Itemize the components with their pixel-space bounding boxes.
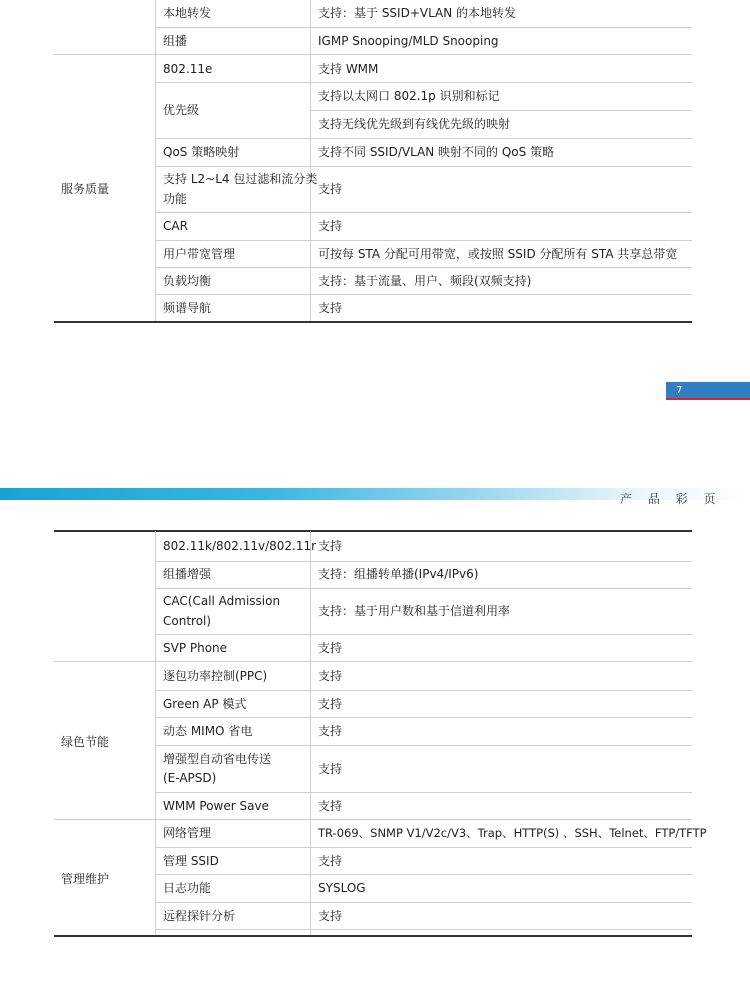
value-cell: TR-069、SNMP V1/V2c/V3、Trap、HTTP(S) 、SSH、Telnet、FTP/TFTP	[318, 826, 707, 840]
row-divider	[155, 294, 692, 295]
feature-cell: 日志功能	[163, 881, 212, 895]
feature-cell: 组播增强	[163, 567, 212, 581]
feature-cell: 网络管理	[163, 826, 212, 840]
value-cell: 支持	[318, 799, 343, 813]
feature-cell: CAC(Call Admission	[163, 594, 281, 608]
feature-cell: 优先级	[163, 103, 200, 117]
feature-cell: CAR	[163, 219, 188, 233]
row-divider	[155, 792, 692, 793]
category-label: 服务质量	[61, 182, 110, 196]
feature-cell: 组播	[163, 34, 188, 48]
row-divider	[155, 929, 692, 930]
feature-cell: 支持 L2~L4 包过滤和流分类	[163, 172, 318, 186]
feature-cell: 增强型自动省电传送	[163, 752, 272, 766]
value-cell: 支持	[318, 909, 343, 923]
value-cell: 支持	[318, 301, 343, 315]
feature-cell: 频谱导航	[163, 301, 212, 315]
feature-cell: 802.11k/802.11v/802.11r	[163, 539, 317, 553]
feature-cell: QoS 策略映射	[163, 145, 240, 159]
value-cell: 支持：基于用户数和基于信道利用率	[318, 604, 511, 618]
value-cell: 支持不同 SSID/VLAN 映射不同的 QoS 策略	[318, 145, 555, 159]
row-divider	[155, 138, 692, 139]
row-divider	[310, 110, 692, 111]
feature-cell: 负载均衡	[163, 274, 212, 288]
row-divider	[155, 82, 692, 83]
row-divider	[54, 661, 692, 662]
value-cell: 支持	[318, 539, 343, 553]
table-top-border	[54, 530, 692, 532]
column-divider	[310, 531, 311, 936]
feature-cell: 远程探针分析	[163, 909, 236, 923]
feature-cell: SVP Phone	[163, 641, 228, 655]
value-cell: 支持	[318, 641, 343, 655]
feature-cell: 802.11e	[163, 62, 213, 76]
value-cell: 支持	[318, 762, 343, 776]
row-divider	[54, 54, 692, 55]
feature-cell-line2: 功能	[163, 192, 188, 206]
row-divider	[155, 874, 692, 875]
value-cell: IGMP Snooping/MLD Snooping	[318, 34, 499, 48]
header-title: 产 品 彩 页	[620, 492, 722, 506]
feature-cell: 管理 SSID	[163, 854, 219, 868]
feature-cell: 动态 MIMO 省电	[163, 724, 253, 738]
value-cell: 支持	[318, 724, 343, 738]
row-divider	[155, 717, 692, 718]
column-divider	[155, 531, 156, 936]
row-divider	[155, 745, 692, 746]
value-cell: 支持 WMM	[318, 62, 379, 76]
page-number: 7	[666, 382, 750, 400]
value-cell: SYSLOG	[318, 881, 366, 895]
row-divider	[155, 588, 692, 589]
row-divider	[155, 267, 692, 268]
value-cell: 支持：基于 SSID+VLAN 的本地转发	[318, 6, 517, 20]
feature-cell: 逐包功率控制(PPC)	[163, 669, 268, 683]
value-cell: 支持	[318, 182, 343, 196]
row-divider	[54, 819, 692, 820]
category-label: 绿色节能	[61, 735, 110, 749]
value-cell: 支持以太网口 802.1p 识别和标记	[318, 89, 500, 103]
value-cell: 支持：组播转单播(IPv4/IPv6)	[318, 567, 479, 581]
value-cell: 支持	[318, 669, 343, 683]
row-divider	[155, 847, 692, 848]
row-divider	[155, 902, 692, 903]
feature-cell-line2: Control)	[163, 614, 212, 628]
row-divider	[155, 690, 692, 691]
value-cell: 支持：基于流量、用户、频段(双频支持)	[318, 274, 532, 288]
category-label: 管理维护	[61, 872, 110, 886]
row-divider	[155, 561, 692, 562]
value-cell: 可按每 STA 分配可用带宽，或按照 SSID 分配所有 STA 共享总带宽	[318, 247, 678, 261]
feature-cell: 本地转发	[163, 6, 212, 20]
feature-cell: WMM Power Save	[163, 799, 269, 813]
feature-cell: Green AP 模式	[163, 697, 247, 711]
row-divider	[155, 166, 692, 167]
value-cell: 支持	[318, 697, 343, 711]
value-cell: 支持无线优先级到有线优先级的映射	[318, 117, 511, 131]
column-divider	[155, 0, 156, 322]
table-bottom-border	[54, 321, 692, 323]
value-cell: 支持	[318, 854, 343, 868]
table-bottom-border	[54, 935, 692, 937]
column-divider	[310, 0, 311, 322]
value-cell: 支持	[318, 219, 343, 233]
row-divider	[155, 634, 692, 635]
feature-cell-line2: (E-APSD)	[163, 771, 217, 785]
row-divider	[155, 212, 692, 213]
row-divider	[155, 27, 692, 28]
row-divider	[155, 240, 692, 241]
feature-cell: 用户带宽管理	[163, 247, 236, 261]
